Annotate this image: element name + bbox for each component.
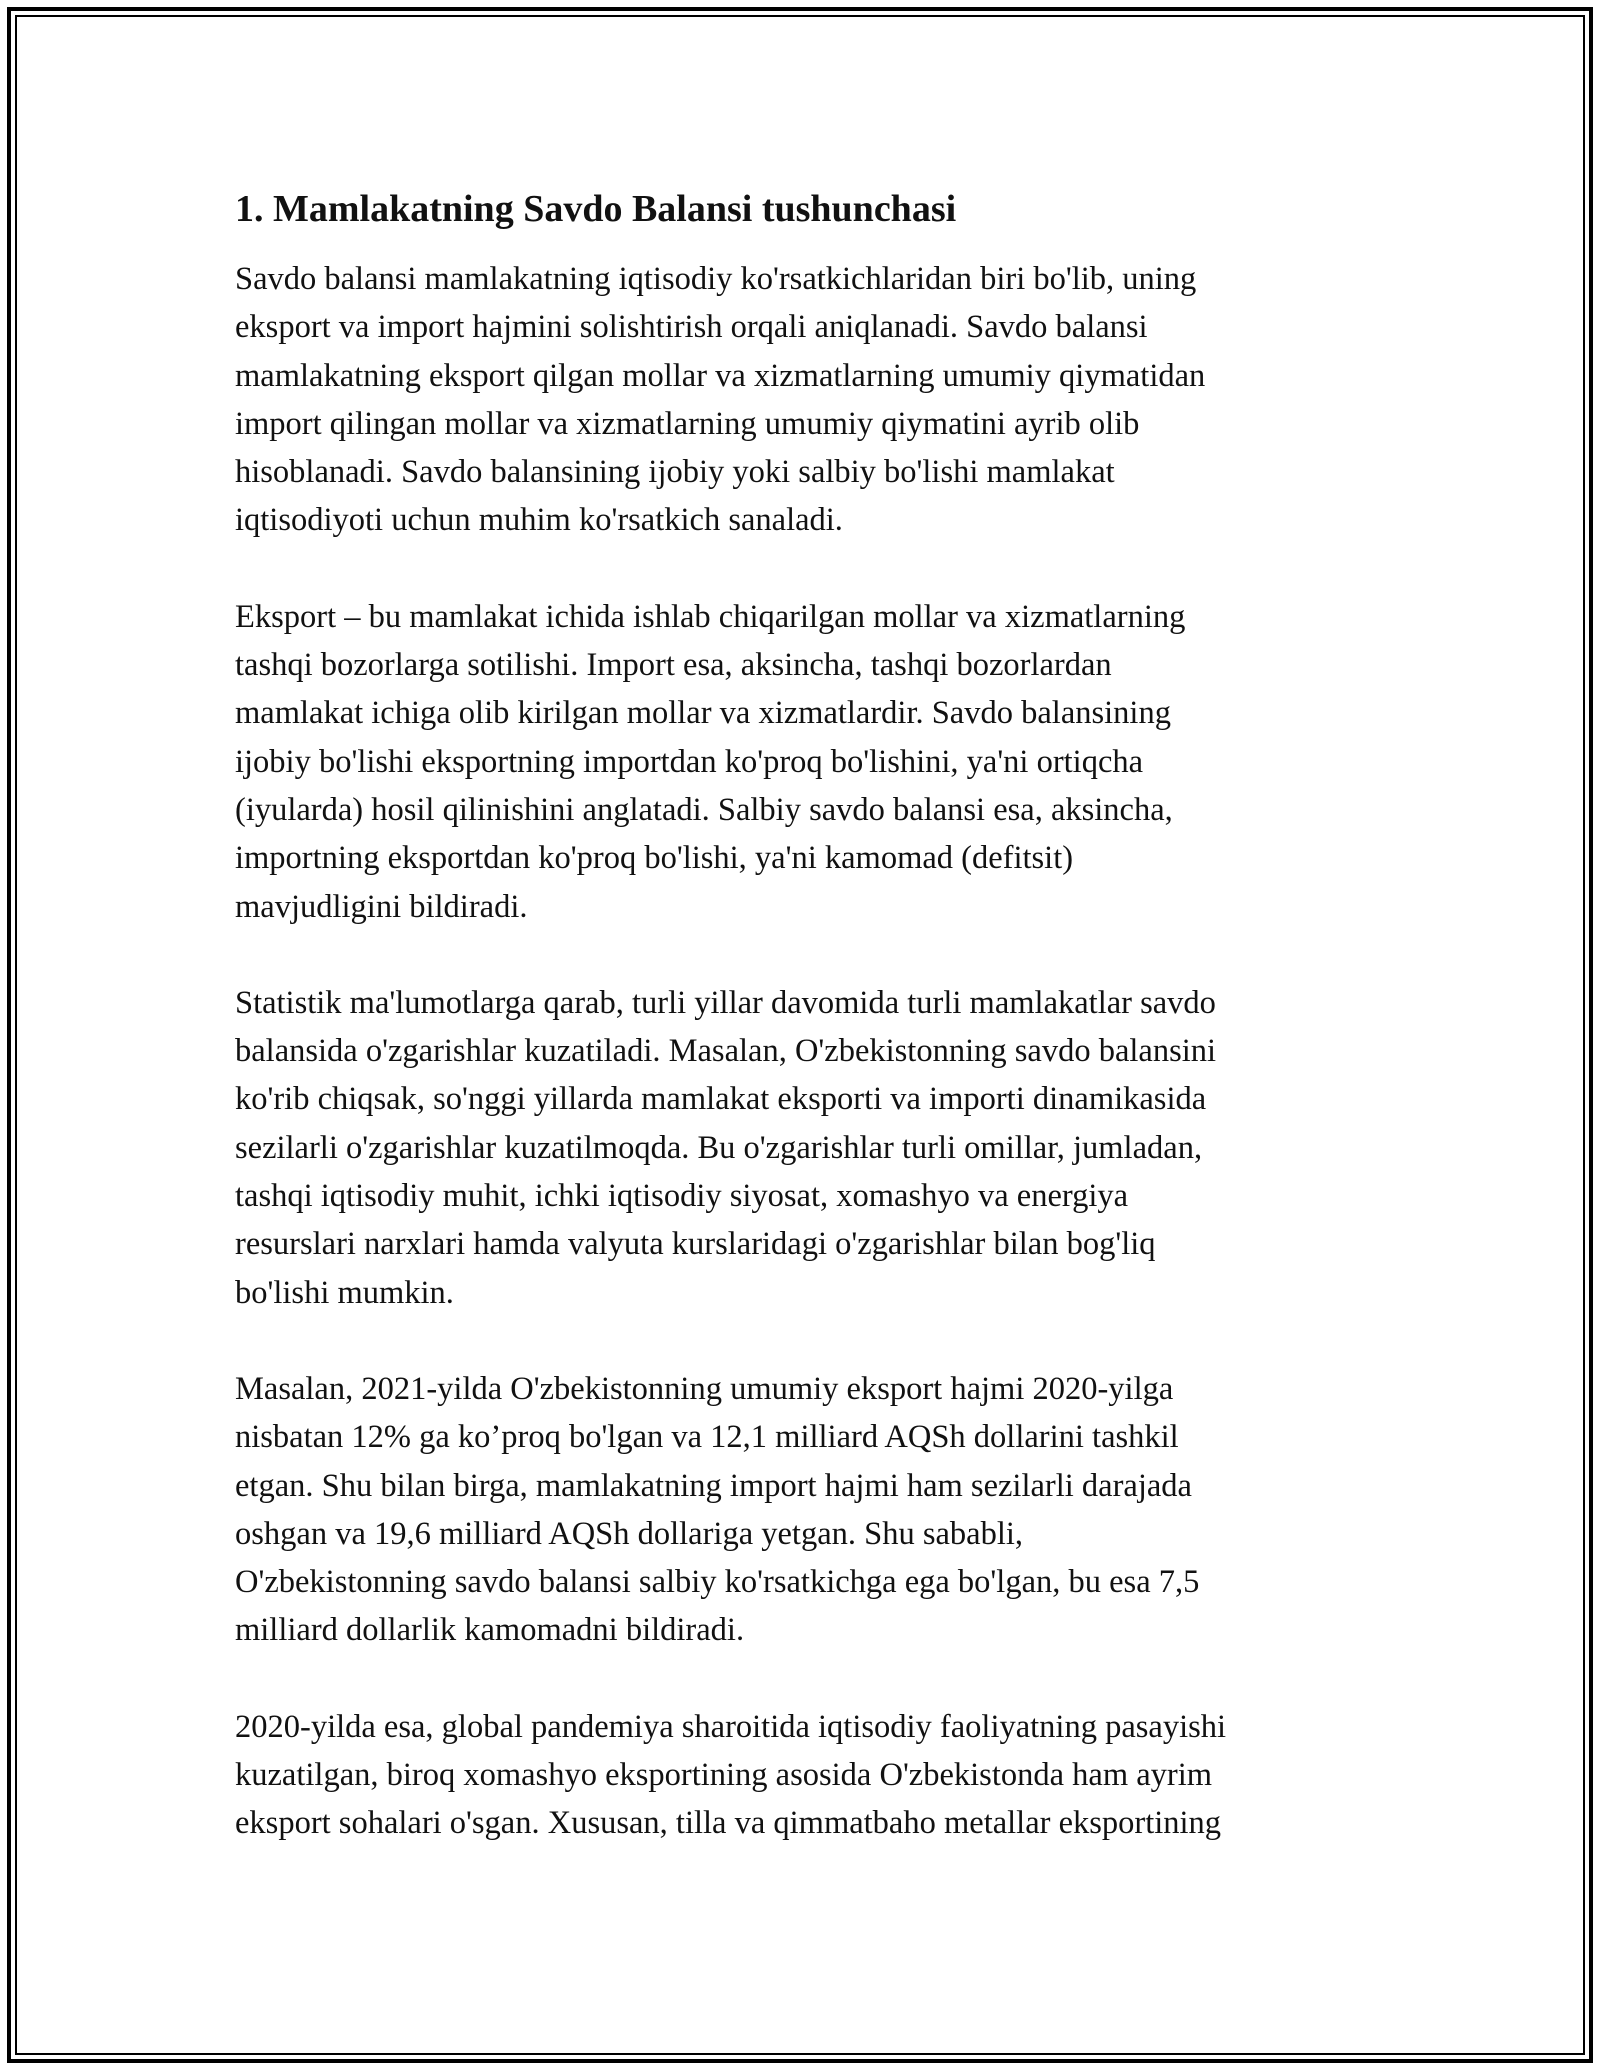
paragraph-5: 2020-yilda esa, global pandemiya sharoitida iqtisodiy faoliyatning pasayishi kuzatilgan, biroq xomashyo eksportining asosida O'zbekistonda ham ayrim eksport sohalari o'sgan. Xususan, tilla va qimmatbaho metallar eksportining <box>235 1708 1227 1842</box>
paragraph-2: Eksport – bu mamlakat ichida ishlab chiqarilgan mollar va xizmatlarning tashqi bozorlarga sotilishi. Import esa, aksincha, tashqi bozorlardan mamlakat ichiga olib kirilgan mollar va xizmatlardir. Savdo balansining ijobiy bo'lishi eksportning importdan ko'proq bo'lishini, ya'ni ortiqcha (iyularda) hosil qilinishini anglatadi. Salbiy savdo balansi esa, aksincha, importning eksportdan ko'proq bo'lishi, ya'ni kamomad (defitsit) mavjudligini bildiradi. <box>235 598 1186 925</box>
paragraph-4: Masalan, 2021-yilda O'zbekistonning umumiy eksport hajmi 2020-yilga nisbatan 12% ga ko’proq bo'lgan va 12,1 milliard AQSh dollarini tashkil etgan. Shu bilan birga, mamlakatning import hajmi ham sezilarli darajada oshgan va 19,6 milliard AQSh dollariga yetgan. Shu sababli, O'zbekistonning savdo balansi salbiy ko'rsatkichga ega bo'lgan, bu esa 7,5 milliard dollarlik kamomadni bildiradi. <box>235 1370 1200 1649</box>
document-title: 1. Mamlakatning Savdo Balansi tushunchasi <box>235 188 957 230</box>
paragraph-3: Statistik ma'lumotlarga qarab, turli yillar davomida turli mamlakatlar savdo balansida o'zgarishlar kuzatiladi. Masalan, O'zbekistonning savdo balansini ko'rib chiqsak, so'nggi yillarda mamlakat eksporti va importi dinamikasida sezilarli o'zgarishlar kuzatilmoqda. Bu o'zgarishlar turli omillar, jumladan, tashqi iqtisodiy muhit, ichki iqtisodiy siyosat, xomashyo va energiya resurslari narxlari hamda valyuta kurslaridagi o'zgarishlar bilan bog'liq bo'lishi mumkin. <box>235 984 1217 1311</box>
document-body <box>235 185 1375 1896</box>
paragraph-1: Savdo balansi mamlakatning iqtisodiy ko'rsatkichlaridan biri bo'lib, uning eksport va import hajmini solishtirish orqali aniqlanadi. Savdo balansi mamlakatning eksport qilgan mollar va xizmatlarning umumiy qiymatidan import qilingan mollar va xizmatlarning umumiy qiymatini ayrib olib hisoblanadi. Savdo balansining ijobiy yoki salbiy bo'lishi mamlakat iqtisodiyoti uchun muhim ko'rsatkich sanaladi. <box>235 261 1206 539</box>
